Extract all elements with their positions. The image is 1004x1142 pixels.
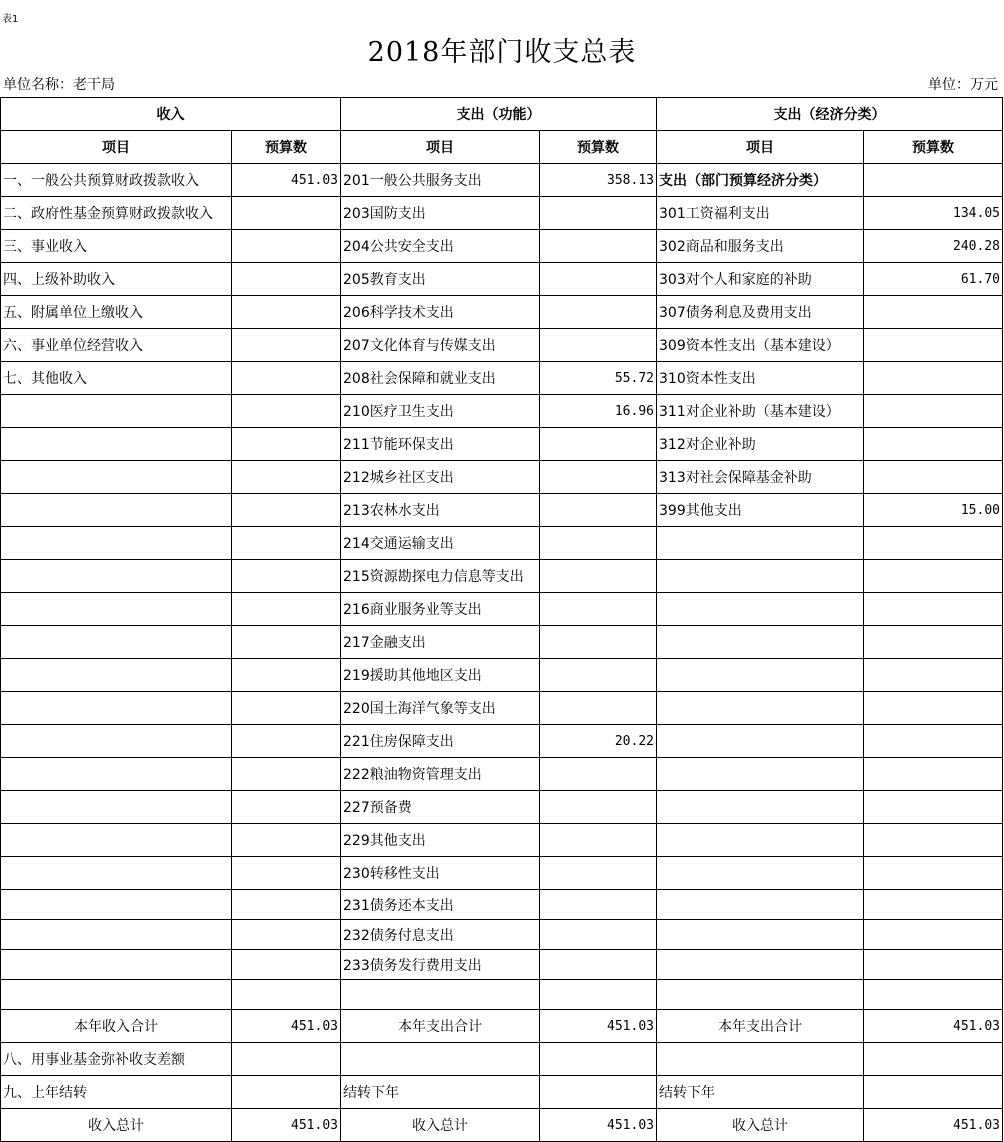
- income-value-cell: [232, 950, 341, 980]
- table-row: [1, 527, 1003, 560]
- func-value-cell: 16.96: [540, 395, 657, 428]
- table-row: [1, 920, 1003, 950]
- income-item-cell: 三、事业收入: [1, 230, 232, 263]
- table-row: [1, 362, 1003, 395]
- econ-item-cell: 310资本性支出: [657, 362, 864, 395]
- func-item-cell: 211节能环保支出: [341, 428, 540, 461]
- income-value-cell: [232, 593, 341, 626]
- income-value-cell: [232, 527, 341, 560]
- econ-value-cell: 15.00: [864, 494, 1003, 527]
- func-item-cell: 204公共安全支出: [341, 230, 540, 263]
- func-budget-header: 预算数: [540, 131, 657, 164]
- func-value-cell: [540, 857, 657, 890]
- func-value-cell: 55.72: [540, 362, 657, 395]
- func-item-cell: 217金融支出: [341, 626, 540, 659]
- cell: [341, 1043, 540, 1076]
- cell: [540, 1043, 657, 1076]
- income-item-cell: [1, 725, 232, 758]
- func-item-cell: 229其他支出: [341, 824, 540, 857]
- income-value-cell: [232, 659, 341, 692]
- econ-item-cell: [657, 824, 864, 857]
- income-value-cell: [232, 329, 341, 362]
- table-row: [1, 230, 1003, 263]
- func-value-cell: [540, 329, 657, 362]
- func-item-cell: 201一般公共服务支出: [341, 164, 540, 197]
- expense-econ-header: 支出（经济分类）: [657, 98, 1003, 131]
- income-grand-label: 收入总计: [1, 1109, 232, 1142]
- econ-value-cell: [864, 296, 1003, 329]
- func-value-cell: [540, 230, 657, 263]
- func-value-cell: [540, 659, 657, 692]
- func-item-cell: 219援助其他地区支出: [341, 659, 540, 692]
- econ-item-cell: [657, 692, 864, 725]
- table-row: [1, 758, 1003, 791]
- func-total-value: 451.03: [540, 1010, 657, 1043]
- income-item-cell: [1, 758, 232, 791]
- econ-value-cell: [864, 164, 1003, 197]
- carry-func-label: 结转下年: [341, 1076, 540, 1109]
- income-grand-value: 451.03: [232, 1109, 341, 1142]
- income-item-cell: [1, 593, 232, 626]
- table-row: [1, 329, 1003, 362]
- income-item-cell: [1, 461, 232, 494]
- income-value-cell: [232, 494, 341, 527]
- fund-row: [1, 1043, 1003, 1076]
- func-item-cell: 213农林水支出: [341, 494, 540, 527]
- table-row: [1, 659, 1003, 692]
- table-row: [1, 980, 1003, 1010]
- econ-item-cell: [657, 659, 864, 692]
- func-value-cell: [540, 692, 657, 725]
- income-value-cell: [232, 791, 341, 824]
- econ-value-cell: [864, 980, 1003, 1010]
- income-item-header: 项目: [1, 131, 232, 164]
- income-item-cell: [1, 527, 232, 560]
- econ-item-cell: [657, 626, 864, 659]
- econ-item-cell: [657, 527, 864, 560]
- func-value-cell: [540, 461, 657, 494]
- table-row: [1, 296, 1003, 329]
- func-total-label: 本年支出合计: [341, 1010, 540, 1043]
- income-value-cell: [232, 857, 341, 890]
- table-row: [1, 263, 1003, 296]
- income-value-cell: [232, 428, 341, 461]
- income-value-cell: [232, 890, 341, 920]
- income-total-label: 本年收入合计: [1, 1010, 232, 1043]
- econ-value-cell: [864, 890, 1003, 920]
- table-row: [1, 428, 1003, 461]
- econ-value-cell: [864, 950, 1003, 980]
- income-value-cell: [232, 626, 341, 659]
- table-row: [1, 692, 1003, 725]
- income-item-cell: 四、上级补助收入: [1, 263, 232, 296]
- econ-item-cell: 399其他支出: [657, 494, 864, 527]
- func-item-cell: 233债务发行费用支出: [341, 950, 540, 980]
- income-total-value: 451.03: [232, 1010, 341, 1043]
- econ-item-cell: [657, 560, 864, 593]
- func-grand-value: 451.03: [540, 1109, 657, 1142]
- econ-item-cell: 302商品和服务支出: [657, 230, 864, 263]
- func-item-cell: 214交通运输支出: [341, 527, 540, 560]
- table-row: [1, 725, 1003, 758]
- func-item-cell: 232债务付息支出: [341, 920, 540, 950]
- table-row: [1, 950, 1003, 980]
- cell: [540, 1076, 657, 1109]
- carry-econ-label: 结转下年: [657, 1076, 864, 1109]
- func-value-cell: [540, 197, 657, 230]
- table-row: [1, 560, 1003, 593]
- fund-row-label: 八、用事业基金弥补收支差额: [1, 1043, 232, 1076]
- func-item-cell: 210医疗卫生支出: [341, 395, 540, 428]
- func-value-cell: [540, 980, 657, 1010]
- income-item-cell: 七、其他收入: [1, 362, 232, 395]
- income-value-cell: [232, 197, 341, 230]
- econ-item-cell: [657, 725, 864, 758]
- income-item-cell: [1, 950, 232, 980]
- table-row: [1, 626, 1003, 659]
- econ-item-cell: 303对个人和家庭的补助: [657, 263, 864, 296]
- income-value-cell: 451.03: [232, 164, 341, 197]
- income-value-cell: [232, 725, 341, 758]
- econ-item-cell: 311对企业补助（基本建设）: [657, 395, 864, 428]
- income-item-cell: [1, 890, 232, 920]
- income-value-cell: [232, 980, 341, 1010]
- econ-value-cell: [864, 461, 1003, 494]
- income-item-cell: [1, 494, 232, 527]
- econ-value-cell: [864, 395, 1003, 428]
- econ-value-cell: 61.70: [864, 263, 1003, 296]
- table-row: [1, 197, 1003, 230]
- func-item-cell: 222粮油物资管理支出: [341, 758, 540, 791]
- func-value-cell: [540, 527, 657, 560]
- income-item-cell: [1, 560, 232, 593]
- func-item-cell: 221住房保障支出: [341, 725, 540, 758]
- income-item-cell: 一、一般公共预算财政拨款收入: [1, 164, 232, 197]
- econ-value-cell: [864, 824, 1003, 857]
- income-item-cell: [1, 659, 232, 692]
- econ-value-cell: [864, 758, 1003, 791]
- econ-item-cell: 313对社会保障基金补助: [657, 461, 864, 494]
- econ-item-cell: 307债务利息及费用支出: [657, 296, 864, 329]
- econ-value-cell: [864, 725, 1003, 758]
- func-item-cell: 206科学技术支出: [341, 296, 540, 329]
- func-value-cell: 358.13: [540, 164, 657, 197]
- func-value-cell: [540, 758, 657, 791]
- econ-value-cell: [864, 791, 1003, 824]
- table-row: [1, 494, 1003, 527]
- func-value-cell: [540, 920, 657, 950]
- unit-label: 单位：万元: [928, 77, 998, 93]
- func-item-cell: 208社会保障和就业支出: [341, 362, 540, 395]
- income-value-cell: [232, 461, 341, 494]
- totals-row: [1, 1010, 1003, 1043]
- econ-total-value: 451.03: [864, 1010, 1003, 1043]
- econ-item-cell: [657, 890, 864, 920]
- func-item-cell: 215资源勘探电力信息等支出: [341, 560, 540, 593]
- func-value-cell: [540, 791, 657, 824]
- econ-item-cell: [657, 857, 864, 890]
- func-item-cell: 203国防支出: [341, 197, 540, 230]
- func-value-cell: [540, 626, 657, 659]
- func-item-cell: 227预备费: [341, 791, 540, 824]
- econ-item-cell: 301工资福利支出: [657, 197, 864, 230]
- econ-item-cell: [657, 791, 864, 824]
- econ-value-cell: [864, 428, 1003, 461]
- income-item-cell: [1, 428, 232, 461]
- income-item-cell: [1, 791, 232, 824]
- func-item-cell: 230转移性支出: [341, 857, 540, 890]
- econ-value-cell: [864, 593, 1003, 626]
- table-row: [1, 461, 1003, 494]
- cell: [232, 1043, 341, 1076]
- func-grand-label: 收入总计: [341, 1109, 540, 1142]
- income-item-cell: 五、附属单位上缴收入: [1, 296, 232, 329]
- cell: [864, 1043, 1003, 1076]
- func-item-cell: 231债务还本支出: [341, 890, 540, 920]
- econ-value-cell: [864, 527, 1003, 560]
- cell: [864, 1076, 1003, 1109]
- carry-income-label: 九、上年结转: [1, 1076, 232, 1109]
- func-value-cell: 20.22: [540, 725, 657, 758]
- econ-value-cell: [864, 329, 1003, 362]
- econ-value-cell: 134.05: [864, 197, 1003, 230]
- budget-table: [0, 97, 1003, 1142]
- header-row-group: [1, 98, 1003, 131]
- unit-name: 单位名称：老干局: [3, 77, 115, 93]
- func-value-cell: [540, 593, 657, 626]
- income-value-cell: [232, 824, 341, 857]
- income-value-cell: [232, 296, 341, 329]
- func-item-cell: [341, 980, 540, 1010]
- income-value-cell: [232, 230, 341, 263]
- func-value-cell: [540, 950, 657, 980]
- econ-item-cell: 支出（部门预算经济分类）: [657, 164, 864, 197]
- econ-item-cell: [657, 980, 864, 1010]
- econ-value-cell: [864, 692, 1003, 725]
- income-item-cell: [1, 692, 232, 725]
- table-row: [1, 890, 1003, 920]
- income-item-cell: [1, 824, 232, 857]
- income-value-cell: [232, 758, 341, 791]
- header-row-columns: [1, 131, 1003, 164]
- econ-item-cell: 309资本性支出（基本建设）: [657, 329, 864, 362]
- cell: [232, 1076, 341, 1109]
- econ-item-cell: [657, 758, 864, 791]
- func-value-cell: [540, 494, 657, 527]
- table-row: [1, 593, 1003, 626]
- econ-total-label: 本年支出合计: [657, 1010, 864, 1043]
- econ-budget-header: 预算数: [864, 131, 1003, 164]
- func-item-cell: 220国土海洋气象等支出: [341, 692, 540, 725]
- func-item-cell: 207文化体育与传媒支出: [341, 329, 540, 362]
- func-value-cell: [540, 890, 657, 920]
- func-value-cell: [540, 824, 657, 857]
- income-item-cell: [1, 626, 232, 659]
- func-item-cell: 216商业服务业等支出: [341, 593, 540, 626]
- income-value-cell: [232, 692, 341, 725]
- table-row: [1, 791, 1003, 824]
- econ-value-cell: [864, 920, 1003, 950]
- func-item-cell: 212城乡社区支出: [341, 461, 540, 494]
- page-title: 2018年部门收支总表: [367, 37, 637, 68]
- func-value-cell: [540, 296, 657, 329]
- income-budget-header: 预算数: [232, 131, 341, 164]
- income-value-cell: [232, 395, 341, 428]
- income-value-cell: [232, 263, 341, 296]
- income-item-cell: 六、事业单位经营收入: [1, 329, 232, 362]
- econ-item-cell: [657, 920, 864, 950]
- func-value-cell: [540, 560, 657, 593]
- income-value-cell: [232, 920, 341, 950]
- cell: [657, 1043, 864, 1076]
- econ-value-cell: [864, 857, 1003, 890]
- carry-row: [1, 1076, 1003, 1109]
- func-value-cell: [540, 263, 657, 296]
- income-value-cell: [232, 362, 341, 395]
- table-row: [1, 824, 1003, 857]
- econ-item-header: 项目: [657, 131, 864, 164]
- econ-value-cell: [864, 626, 1003, 659]
- econ-value-cell: [864, 560, 1003, 593]
- econ-grand-value: 451.03: [864, 1109, 1003, 1142]
- income-value-cell: [232, 560, 341, 593]
- income-item-cell: [1, 920, 232, 950]
- table-number: 表1: [2, 14, 19, 25]
- expense-func-header: 支出（功能）: [341, 98, 657, 131]
- income-item-cell: [1, 980, 232, 1010]
- econ-grand-label: 收入总计: [657, 1109, 864, 1142]
- func-item-cell: 205教育支出: [341, 263, 540, 296]
- econ-value-cell: 240.28: [864, 230, 1003, 263]
- table-row: [1, 395, 1003, 428]
- econ-value-cell: [864, 659, 1003, 692]
- table-row: [1, 857, 1003, 890]
- econ-item-cell: 312对企业补助: [657, 428, 864, 461]
- table-row: [1, 164, 1003, 197]
- econ-value-cell: [864, 362, 1003, 395]
- econ-item-cell: [657, 593, 864, 626]
- income-item-cell: [1, 395, 232, 428]
- econ-item-cell: [657, 950, 864, 980]
- func-item-header: 项目: [341, 131, 540, 164]
- income-item-cell: 二、政府性基金预算财政拨款收入: [1, 197, 232, 230]
- income-header: 收入: [1, 98, 341, 131]
- func-value-cell: [540, 428, 657, 461]
- income-item-cell: [1, 857, 232, 890]
